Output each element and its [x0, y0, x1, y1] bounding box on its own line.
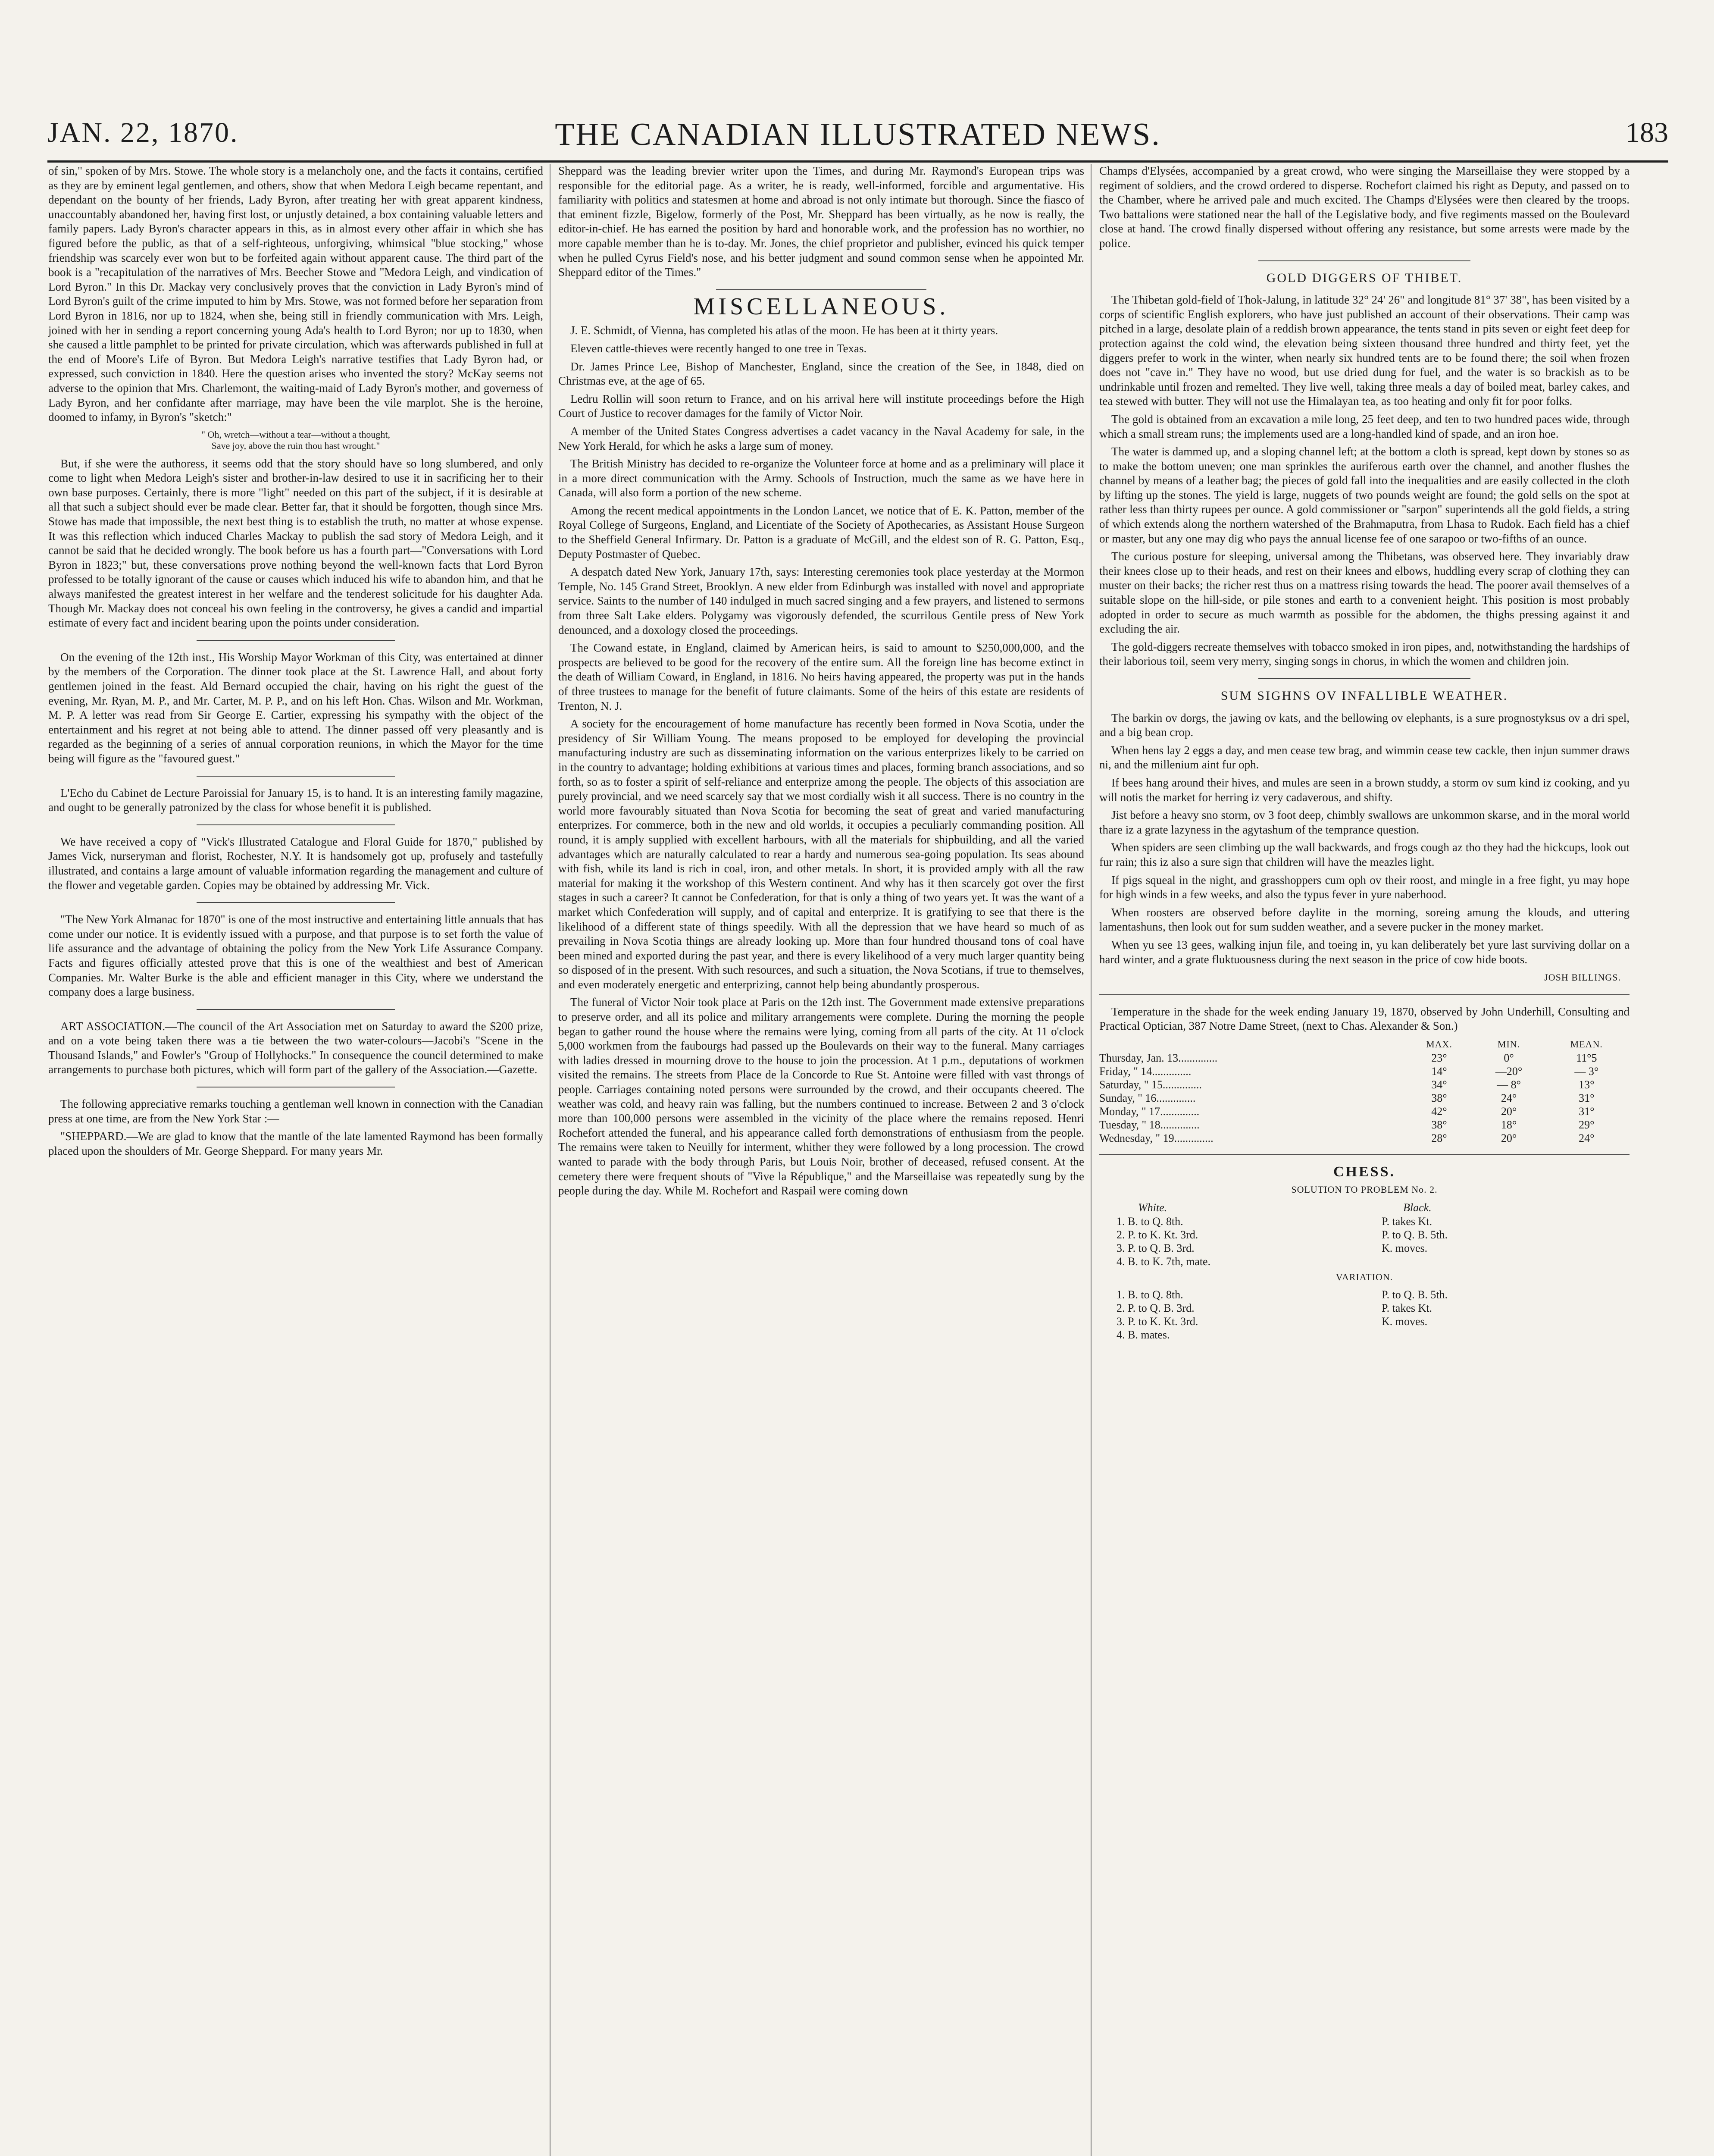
chess-move: P. takes Kt.	[1382, 1215, 1432, 1228]
temperature-cell: — 3°	[1574, 1065, 1599, 1078]
temperature-cell: 20°	[1501, 1105, 1517, 1118]
chess-move: 2. P. to K. Kt. 3rd.	[1117, 1228, 1198, 1241]
article-paragraph: The Thibetan gold-field of Thok-Jalung, in latitude 32° 24' 26" and longitude 81° 37' 38", has been visited by a corps of scientific English explorers, who have just published an account of their observations. Their camp was pitched in a large, desolate plain of a reddish brown appearance, the tents stand in pits seven or eight feet deep for protection against the cold wind, the elevation being sixteen thousand three hundred and thirty feet, yet the diggers prefer to work in the winter, when nearly six hundred tents are to be found there; the soil when frozen does not "cave in." They have no wood, but use dried dung for fuel, and the water is so brackish as to be undrinkable until frozen and remelted. They live well, taking three meals a day of boiled meat, barley cakes, and tea stewed with butter. They will not use the Himalayan tea, as too heating and only fit for poor folks.	[1099, 293, 1630, 408]
temperature-row	[1099, 1051, 1630, 1065]
variation-move-row	[1099, 1301, 1630, 1315]
article-paragraph: We have received a copy of "Vick's Illustrated Catalogue and Floral Guide for 1870," published by James Vick, nurseryman and florist, Rochester, N.Y. It is handsomely got up, profusely and tastefully illustrated, and contains a large amount of valuable information regarding the management and culture of the flower and vegetable garden. Copies may be obtained by addressing Mr. Vick.	[48, 835, 543, 892]
temperature-cell: 11°5	[1576, 1051, 1597, 1064]
temperature-cell: 31°	[1579, 1105, 1595, 1118]
chess-move-row	[1099, 1215, 1630, 1228]
temperature-cell: 13°	[1579, 1078, 1595, 1091]
section-divider	[1258, 678, 1470, 679]
variation-move-row	[1099, 1328, 1630, 1341]
chess-move: 1. B. to Q. 8th.	[1117, 1215, 1183, 1228]
article-paragraph: "The New York Almanac for 1870" is one of the most instructive and entertaining little annuals that has come under our notice. It is evidently issued with a purpose, and that purpose is to set forth the value of life assurance and the advantage of obtaining the policy from the New York Life Assurance Company. Facts and figures officially attested prove that this is one of the wealthiest and best of American Companies. Mr. Walter Burke is the able and efficient manager in this City, where we understand the company does a large business.	[48, 913, 543, 999]
temperature-row	[1099, 1078, 1630, 1091]
temperature-cell: 20°	[1501, 1131, 1517, 1144]
chess-move: 4. B. mates.	[1117, 1328, 1170, 1341]
section-divider	[1258, 260, 1470, 261]
chess-move-row	[1099, 1228, 1630, 1241]
chess-move: 2. P. to Q. B. 3rd.	[1117, 1301, 1195, 1314]
article-paragraph: The following appreciative remarks touching a gentleman well known in connection with the Canadian press at one time, are from the New York Star :—	[48, 1097, 543, 1125]
masthead-rule	[47, 160, 1668, 163]
section-divider	[1099, 994, 1630, 995]
newspaper-title: THE CANADIAN ILLUSTRATED NEWS.	[555, 117, 1161, 152]
temperature-cell: —20°	[1495, 1065, 1523, 1078]
variation-move-row	[1099, 1315, 1630, 1328]
quoted-verse	[48, 429, 543, 451]
section-heading-gold-diggers: GOLD DIGGERS OF THIBET.	[1266, 270, 1463, 285]
article-paragraph: The barkin ov dorgs, the jawing ov kats, and the bellowing ov elephants, is a sure prognostyksus ov a dri spel, and a big bean crop.	[1099, 711, 1630, 739]
variation-move-row	[1099, 1288, 1630, 1301]
chess-move: 3. P. to Q. B. 3rd.	[1117, 1242, 1195, 1255]
temperature-cell: Friday, " 14..............	[1099, 1065, 1192, 1078]
article-paragraph: When hens lay 2 eggs a day, and men cease tew brag, and wimmin cease tew cackle, then injun summer draws ni, and the millenium aint fur oph.	[1099, 743, 1630, 771]
temperature-cell: 29°	[1579, 1118, 1595, 1131]
chess-problem-title: SOLUTION TO PROBLEM No. 2.	[1291, 1184, 1438, 1195]
article-paragraph: The gold is obtained from an excavation a mile long, 25 feet deep, and ten to two hundred paces wide, through which a small stream runs; the implements used are a long-handled kind of spade, and an iron hoe.	[1099, 412, 1630, 440]
chess-move: K. moves.	[1382, 1315, 1428, 1328]
news-item: The British Ministry has decided to re-organize the Volunteer force at home and as a preliminary will place it in a more direct communication with the Army. Schools of Instruction, much the same as we have here in Canada, will also form a portion of the new scheme.	[558, 457, 1084, 499]
variation-heading: VARIATION.	[1336, 1272, 1393, 1283]
section-divider	[716, 289, 926, 290]
chess-move: P. to Q. B. 5th.	[1382, 1288, 1448, 1301]
article-paragraph: But, if she were the authoress, it seems odd that the story should have so long slumbered, and only come to light when Medora Leigh's sister and brother-in-law desired to use it in sacrificing her to their own base purposes. Certainly, there is more "light" needed on this part of the subject, if it is desirable at all that such a subject should ever be made clear. Better far, that it should be forgotten, though since Mrs. Stowe has made that impossible, the next best thing is to establish the truth, no matter at whose expense. It was this reflection which induced Charles Mackay to publish the sad story of Medora Leigh, and it cannot be said that he decided wrongly. The book before us has a fourth part—"Conversations with Lord Byron in 1823;" but, these conversations prove nothing beyond the well-known facts that Lord Byron professed to be totally ignorant of the cause or causes which induced his wife to abandon him, and that he always manifested the greatest interest in her welfare and the tenderest solicitude for his daughter Ada. Though Mr. Mackay does not conceal his own feeling in the controversy, he gives a candid and impartial estimate of every fact and incident bearing upon the points under consideration.	[48, 457, 543, 630]
article-paragraph: Sheppard was the leading brevier writer upon the Times, and during Mr. Raymond's European trips was responsible for the editorial page. As a writer, he is ready, well-informed, forcible and argumentative. His familiarity with politics and statesmen at home and abroad is not only intimate but thorough. Since the fiasco of that eminent fizzle, Bigelow, formerly of the Post, Mr. Sheppard has been virtually, as he now is really, the editor-in-chief. He has earned the position by hard and honorable work, and the profession has no worthier, no more capable member than he is to-day. Mr. Jones, the chief proprietor and publisher, evinced his quick temper when he pulled Cyrus Field's nose, and his better judgment and sound common sense when he appointed Mr. Sheppard editor of the Times."	[558, 164, 1084, 279]
verse-line: " Oh, wretch—without a tear—without a thought,	[201, 429, 390, 440]
temperature-cell: 23°	[1431, 1051, 1447, 1064]
section-divider	[197, 1009, 394, 1010]
article-paragraph: If bees hang around their hives, and mules are seen in a brown studdy, a storm ov sum kind iz cooking, and yu will notis the market for herring iz very cadaverous, and shifty.	[1099, 776, 1630, 804]
section-divider	[197, 776, 394, 777]
article-paragraph: Champs d'Elysées, accompanied by a great crowd, who were singing the Marseillaise they were stopped by a regiment of soldiers, and the crowd ordered to disperse. Rochefort claimed his right as Deputy, and passed on to the Chamber, where he arrived pale and much excited. The Champs d'Elysées were then cleared by the troops. Two battalions were stationed near the hall of the Legislative body, and five regiments massed on the Boulevard close at hand. The crowd finally dispersed without offering any resistance, but some arrests were made by the police.	[1099, 164, 1630, 250]
news-item: A society for the encouragement of home manufacture has recently been formed in Nova Scotia, under the presidency of Sir William Young. The means proposed to be employed for developing the provincial manufacturing industry are such as disseminating information on the various enterprizes likely to be carried on in the country to advantage; holding exhibitions at various times and places, forming branch associations, and so forth, so as to foster a spirit of self-reliance and enterprize among the people. The objects of this association are purely provincial, and we need scarcely say that we most cordially wish it all success. There is no country in the world more favourably situated than Nova Scotia for becoming the seat of great and varied manufacturing enterprizes. For commerce, both in the new and old worlds, it occupies a peculiarly commanding position. All round, it is amply supplied with excellent harbours, with all the materials for shipbuilding, and all the varied advantages which are naturally calculated to rear a hardy and numerous sea-going population. Its seas abound with fish, while its land is rich in coal, iron, and other metals. In short, it is provided amply with all the raw material for making it the workshop of this Western continent. And why has it then scarcely got over the first stages in such a career? It cannot be Confederation, for that is only a thing of two years yet. It was the want of a market which Confederation will supply, and of capital and enterprize. It is gratifying to see that there is the likelihood of a different state of things speedily. With all the depression that we have heard so much of as prevailing in Nova Scotia things are already looking up. More than four hundred thousand tons of coal have been mined and exported during the past year, and there is every likelihood of a very much larger quantity being so disposed of in the present. With such resources, and such a situation, the Nova Scotians, if true to themselves, and even moderately energetic and enterprizing, cannot help being abundantly prosperous.	[558, 717, 1084, 991]
section-heading-weather: SUM SIGHNS OV INFALLIBLE WEATHER.	[1220, 689, 1508, 703]
temperature-cell: Thursday, Jan. 13..............	[1099, 1051, 1218, 1064]
article-paragraph: When roosters are observed before daylite in the morning, soreing amung the klouds, and uttering lamentashuns, then look out for sum sudden weather, and a severe pucker in the money market.	[1099, 906, 1630, 934]
masthead	[47, 116, 1668, 164]
miscellaneous-heading: MISCELLANEOUS.	[693, 293, 949, 320]
temperature-cell: 38°	[1431, 1118, 1447, 1131]
temperature-cell: 34°	[1431, 1078, 1447, 1091]
article-paragraph: Jist before a heavy sno storm, ov 3 foot deep, chimbly swallows are unkommon skarse, and in the moral world thare iz a grate lazyness in the agytashum of the temprance question.	[1099, 808, 1630, 836]
chess-move: 4. B. to K. 7th, mate.	[1117, 1255, 1211, 1268]
article-paragraph: The gold-diggers recreate themselves with tobacco smoked in iron pipes, and, notwithstanding the hardships of their laborious toil, seem very merry, singing songs in chorus, in which the women and children join.	[1099, 640, 1630, 668]
column-2	[558, 164, 1084, 2156]
chess-move: 1. B. to Q. 8th.	[1117, 1288, 1183, 1301]
news-item: A member of the United States Congress advertises a cadet vacancy in the Naval Academy for sale, in the New York Herald, for which he asks a large sum of money.	[558, 424, 1084, 452]
temperature-row	[1099, 1131, 1630, 1145]
page-number: 183	[1626, 117, 1668, 148]
temperature-cell: 31°	[1579, 1091, 1595, 1104]
chess-heading: CHESS.	[1333, 1163, 1395, 1180]
temperature-cell: 24°	[1501, 1091, 1517, 1104]
article-paragraph: When spiders are seen climbing up the wall backwards, and frogs cough az tho they had the hickcups, look out fur rain; this iz also a sure sign that children will have the meazles light.	[1099, 841, 1630, 868]
chess-move: K. moves.	[1382, 1242, 1428, 1255]
chess-solution-table	[1099, 1200, 1630, 1268]
chess-move	[1364, 1255, 1630, 1268]
column-divider-2	[1091, 164, 1092, 2156]
issue-date: JAN. 22, 1870.	[47, 117, 239, 148]
article-paragraph: ART ASSOCIATION.—The council of the Art Association met on Saturday to award the $200 prize, and on a vote being taken there was a tie between the two water-colours—Jacobi's "Scene in the Thousand Islands," and Fowler's "Group of Hollyhocks." In consequence the council determined to make arrangements to purchase both pictures, which will form part of the gallery of the Association.—Gazette.	[48, 1019, 543, 1076]
temperature-cell: Tuesday, " 18..............	[1099, 1118, 1200, 1131]
temperature-intro: Temperature in the shade for the week ending January 19, 1870, observed by John Underhill, Consulting and Practical Optician, 387 Notre Dame Street, (next to Chas. Alexander & Son.)	[1099, 1005, 1630, 1033]
black-header: Black.	[1403, 1201, 1432, 1214]
temperature-column-header: MAX.	[1426, 1038, 1452, 1050]
news-item: Dr. James Prince Lee, Bishop of Manchester, England, since the creation of the See, in 1848, died on Christmas eve, at the age of 65.	[558, 360, 1084, 388]
section-divider	[1099, 1154, 1630, 1155]
temperature-cell: Saturday, " 15..............	[1099, 1078, 1202, 1091]
temperature-cell: Monday, " 17..............	[1099, 1105, 1200, 1118]
temperature-row	[1099, 1118, 1630, 1131]
news-item: Eleven cattle-thieves were recently hanged to one tree in Texas.	[570, 342, 867, 355]
article-paragraph: If pigs squeal in the night, and grasshoppers cum oph ov their roost, and mingle in a free fight, yu may hope for high winds in a few weeks, and also the typus fever in yure naberhood.	[1099, 873, 1630, 901]
temperature-table	[1099, 1037, 1630, 1145]
column-1	[48, 164, 543, 2156]
article-paragraph: On the evening of the 12th inst., His Worship Mayor Workman of this City, was entertained at dinner by the members of the Corporation. The dinner took place at the St. Lawrence Hall, and about forty gentlemen joined in the feast. Ald Bernard occupied the chair, having on his right the guest of the evening, Mr. Ryan, M. P., and Mr. Carter, M. P. P., and on his left Hon. Chas. Wilson and Mr. Workman, M. P. A letter was read from Sir George E. Cartier, expressing his sympathy with the object of the entertainment and his regret at not being able to attend. The dinner passed off very pleasantly and is regarded as the beginning of a series of annual corporation reunions, in which the Mayor for the time being will figure as the "favoured guest."	[48, 650, 543, 765]
chess-move: 3. P. to K. Kt. 3rd.	[1117, 1315, 1198, 1328]
section-divider	[197, 902, 394, 903]
chess-move: P. takes Kt.	[1382, 1301, 1432, 1314]
temperature-cell: Sunday, " 16..............	[1099, 1091, 1196, 1104]
article-paragraph: The water is dammed up, and a sloping channel left; at the bottom a cloth is spread, kept down by stones so as to make the bottom uneven; one man sprinkles the auriferous earth over the channel, and another flushes the channel by means of a leather bag; the pieces of gold fall into the inequalities and are easily collected in the cloth by lifting up the stones. The yield is large, nuggets of two pounds weight are found; the gold sells on the spot at rather less than thirty rupees per ounce. A gold commissioner or "sarpon" superintends all the gold fields, a string of which extends along the northern watershed of the Brahmaputra, from Lhasa to Rudok. Each field has a chief or master, but any one may dig who pays the annual license fee of one sarapoo or two-fifths of an ounce.	[1099, 445, 1630, 545]
chess-move: P. to Q. B. 5th.	[1382, 1228, 1448, 1241]
temperature-cell: 24°	[1579, 1131, 1595, 1144]
article-paragraph: L'Echo du Cabinet de Lecture Paroissial for January 15, is to hand. It is an interesting family magazine, and ought to be generally patronized by the class for whose benefit it is published.	[48, 786, 543, 814]
section-divider	[197, 824, 394, 825]
temperature-cell: 28°	[1431, 1131, 1447, 1144]
section-divider	[197, 640, 394, 641]
temperature-row	[1099, 1091, 1630, 1105]
article-paragraph: The curious posture for sleeping, universal among the Thibetans, was observed here. They invariably draw their knees close up to their heads, and rest on their knees and elbows, huddling every scrap of clothing they can muster on their backs; the richer rest thus on a mattress rising towards the head. The poorer avail themselves of a suitable slope on the hill-side, or pile stones and earth to a convenient height. This position is most probably adopted in order to secure as much warmth as possible for the abdomen, the thighs pressing against it and excluding the air.	[1099, 550, 1630, 636]
article-paragraph: "SHEPPARD.—We are glad to know that the mantle of the late lamented Raymond has been formally placed upon the shoulders of Mr. George Sheppard. For many years Mr.	[48, 1130, 543, 1157]
temperature-cell: 14°	[1431, 1065, 1447, 1078]
temperature-column-header: MIN.	[1497, 1038, 1520, 1050]
temperature-column-header	[1099, 1037, 1404, 1051]
temperature-cell: 0°	[1504, 1051, 1514, 1064]
temperature-cell: 42°	[1431, 1105, 1447, 1118]
news-item: J. E. Schmidt, of Vienna, has completed his atlas of the moon. He has been at it thirty years.	[570, 324, 998, 337]
temperature-row	[1099, 1105, 1630, 1118]
news-item: The funeral of Victor Noir took place at Paris on the 12th inst. The Government made extensive preparations to preserve order, and all its police and military arrangements were complete. During the morning the people began to gather round the house where the remains were lying, coming from all parts of the city. At 11 o'clock 5,000 workmen from the faubourgs had passed up the Boulevards on their way to the funeral. Many carriages with ladies dressed in mourning drove to the house to join the procession. At 1 p.m., deputations of workmen visited the remains. The streets from Place de la Concorde to Rue St. Antoine were filled with vast throngs of people. Carriages containing noted persons were surrounded by the crowd, and their occupants cheered. The weather was cold, and heavy rain was falling, but the numbers continued to increase. Between 2 and 3 o'clock more than 100,000 persons were assembled in the vicinity of the place where the remains reposed. Henri Rochefort attended the funeral, and his appearance called forth demonstrations of enthusiasm from the people. The remains were taken to Neuilly for interment, whither they were followed by a long procession. The crowd wanted to parade with the body through Paris, but Louis Noir, brother of deceased, refused consent. At the cemetery there were frequent shouts of "Vive la République," and the Marseillaise was repeatedly sung by the people during the day. While M. Rochefort and Raspail were coming down	[558, 996, 1084, 1197]
temperature-cell: Wednesday, " 19..............	[1099, 1131, 1214, 1144]
temperature-row	[1099, 1065, 1630, 1078]
temperature-cell: 38°	[1431, 1091, 1447, 1104]
author-signature: JOSH BILLINGS.	[1544, 972, 1621, 983]
chess-variation-table	[1099, 1288, 1630, 1341]
article-paragraph: of sin," spoken of by Mrs. Stowe. The whole story is a melancholy one, and the facts it contains, certified as they are by eminent legal gentlemen, and others, show that when Medora Leigh became repentant, and dependant on the bounty of her friends, Lady Byron, after treating her with great apparent kindness, unaccountably abandoned her, having first lost, or unjustly detained, a box containing valuable letters and family papers. Lady Byron's character appears in this, as in almost every other affair in which she has figured before the public, as that of a self-righteous, unforgiving, whimsical "blue stocking," whose friendship was scarcely ever won but to be forfeited again without apparent cause. The third part of the book is a "recapitulation of the narratives of Mrs. Beecher Stowe and "Medora Leigh, and vindication of Lord Byron." In this Dr. Mackay very conclusively proves that the conviction in Lady Byron's mind of Lord Byron's guilt of the crime imputed to him by Mrs. Stowe, was not formed before her separation from Lord Byron in 1816, nor up to 1824, when she, being still in friendly communication with Mrs. Leigh, joined with her in sending a report concerning young Ada's health to Lord Byron; nor up to 1830, when she caused a little pamphlet to be printed for private circulation, which was afterwards published in full at the end of Moore's Life of Byron. But Medora Leigh's narrative testifies that Lady Byron had, or expressed, such conviction in 1840. Here the question arises who invented the story? McKay seems not adverse to the opinion that Mrs. Charlemont, the waiting-maid of Lady Byron's mother, and governess of Lady Byron, and her confidante after marriage, may have been the vile marplot. She is the heroine, doomed to infamy, in Byron's "sketch:"	[48, 164, 543, 424]
temperature-cell: 18°	[1501, 1118, 1517, 1131]
verse-line: Save joy, above the ruin thou hast wrought."	[211, 440, 380, 451]
news-item: Ledru Rollin will soon return to France, and on his arrival here will institute proceedings before the High Court of Justice to recover damages for the family of Victor Noir.	[558, 392, 1084, 420]
news-item: The Cowand estate, in England, claimed by American heirs, is said to amount to $250,000,000, and the prospects are believed to be good for the recovery of the entire sum. All the foreign line has become extinct in the death of William Coward, in England, in 1816. No heirs having appeared, the property was put in the hands of three trustees to manage for the benefit of future claimants. Some of the heirs of this estate are residents of Trenton, N. J.	[558, 641, 1084, 712]
article-paragraph: When yu see 13 gees, walking injun file, and toeing in, yu kan deliberately bet yure last surviving dollar on a hard winter, and a grate fluktuousness during the next season in the price of cow hide boots.	[1099, 938, 1630, 966]
chess-move-row	[1099, 1255, 1630, 1268]
news-item: Among the recent medical appointments in the London Lancet, we notice that of E. K. Patton, member of the Royal College of Surgeons, England, and Licentiate of the Society of Apothecaries, as Assistant House Surgeon to the Sheffield General Infirmary. Dr. Patton is a graduate of McGill, and the eldest son of R. G. Patton, Esq., Deputy Postmaster of Quebec.	[558, 504, 1084, 561]
chess-move	[1364, 1328, 1630, 1341]
temperature-cell: — 8°	[1497, 1078, 1521, 1091]
white-header: White.	[1138, 1201, 1167, 1214]
column-3	[1099, 164, 1630, 2156]
chess-move-row	[1099, 1241, 1630, 1255]
temperature-column-header: MEAN.	[1570, 1038, 1603, 1050]
news-item: A despatch dated New York, January 17th, says: Interesting ceremonies took place yesterday at the Mormon Temple, No. 145 Grand Street, Brooklyn. A new elder from Edinburgh was installed with novel and appropriate service. Saints to the number of 140 indulged in much sacred singing and a few prayers, and listened to sermons from three Salt Lake elders. Polygamy was vigorously defended, the scurrilous Gentile press of New York denounced, and a doxology closed the proceedings.	[558, 565, 1084, 636]
